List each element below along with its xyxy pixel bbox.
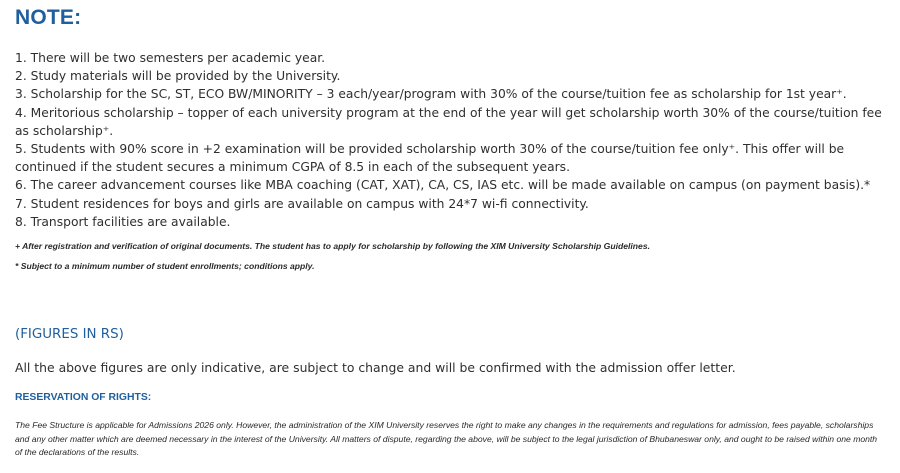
note-item-2: 2. Study materials will be provided by the University. bbox=[15, 69, 341, 84]
figures-heading: (FIGURES IN RS) bbox=[15, 327, 124, 342]
note-item-5: 5. Students with 90% score in +2 examination will be provided scholarship worth 30% of the course/tuition fee only⁺. This offer will be continued if the student secures a minimum CGPA of 8.5 in each of the subsequent years. bbox=[15, 142, 845, 175]
reservation-text: The Fee Structure is applicable for Admissions 2026 only. However, the administration of the XIM University reserves the right to make any changes in the requirements and regulations for admission, fees payable, scholarships and any other matter which are deemed necessary in the interest of the University. All matters of dispute, regarding the above, will be subject to the legal jurisdiction of Bhubaneswar only, and ought to be raised within one month of the declarations of the results. bbox=[15, 420, 878, 458]
note-item-8: 8. Transport facilities are available. bbox=[15, 214, 231, 229]
note-item-4: 4. Meritorious scholarship – topper of each university program at the end of the year will get scholarship worth 30% of the course/tuition fee as scholarship⁺. bbox=[15, 105, 882, 138]
note-item-6: 6. The career advancement courses like MBA coaching (CAT, XAT), CA, CS, IAS etc. will be made available on campus (on payment basis).* bbox=[15, 178, 871, 193]
footnote-enrollment: * Subject to a minimum number of student enrollments; conditions apply. bbox=[15, 261, 315, 271]
reservation-heading: RESERVATION OF RIGHTS: bbox=[15, 392, 152, 403]
note-item-1: 1. There will be two semesters per academic year. bbox=[15, 51, 326, 65]
figures-indicative-text: All the above figures are only indicative, are subject to change and will be confirmed with the admission offer letter. bbox=[15, 360, 736, 375]
note-heading: NOTE: bbox=[15, 6, 82, 29]
note-item-7: 7. Student residences for boys and girls are available on campus with 24*7 wi-fi connectivity. bbox=[15, 196, 589, 211]
notes-list bbox=[15, 49, 890, 231]
footnote-registration: + After registration and verification of original documents. The student has to apply for scholarship by following the XIM University Scholarship Guidelines. bbox=[15, 241, 650, 251]
note-item-3: 3. Scholarship for the SC, ST, ECO BW/MINORITY – 3 each/year/program with 30% of the course/tuition fee as scholarship for 1st year⁺. bbox=[15, 87, 847, 102]
